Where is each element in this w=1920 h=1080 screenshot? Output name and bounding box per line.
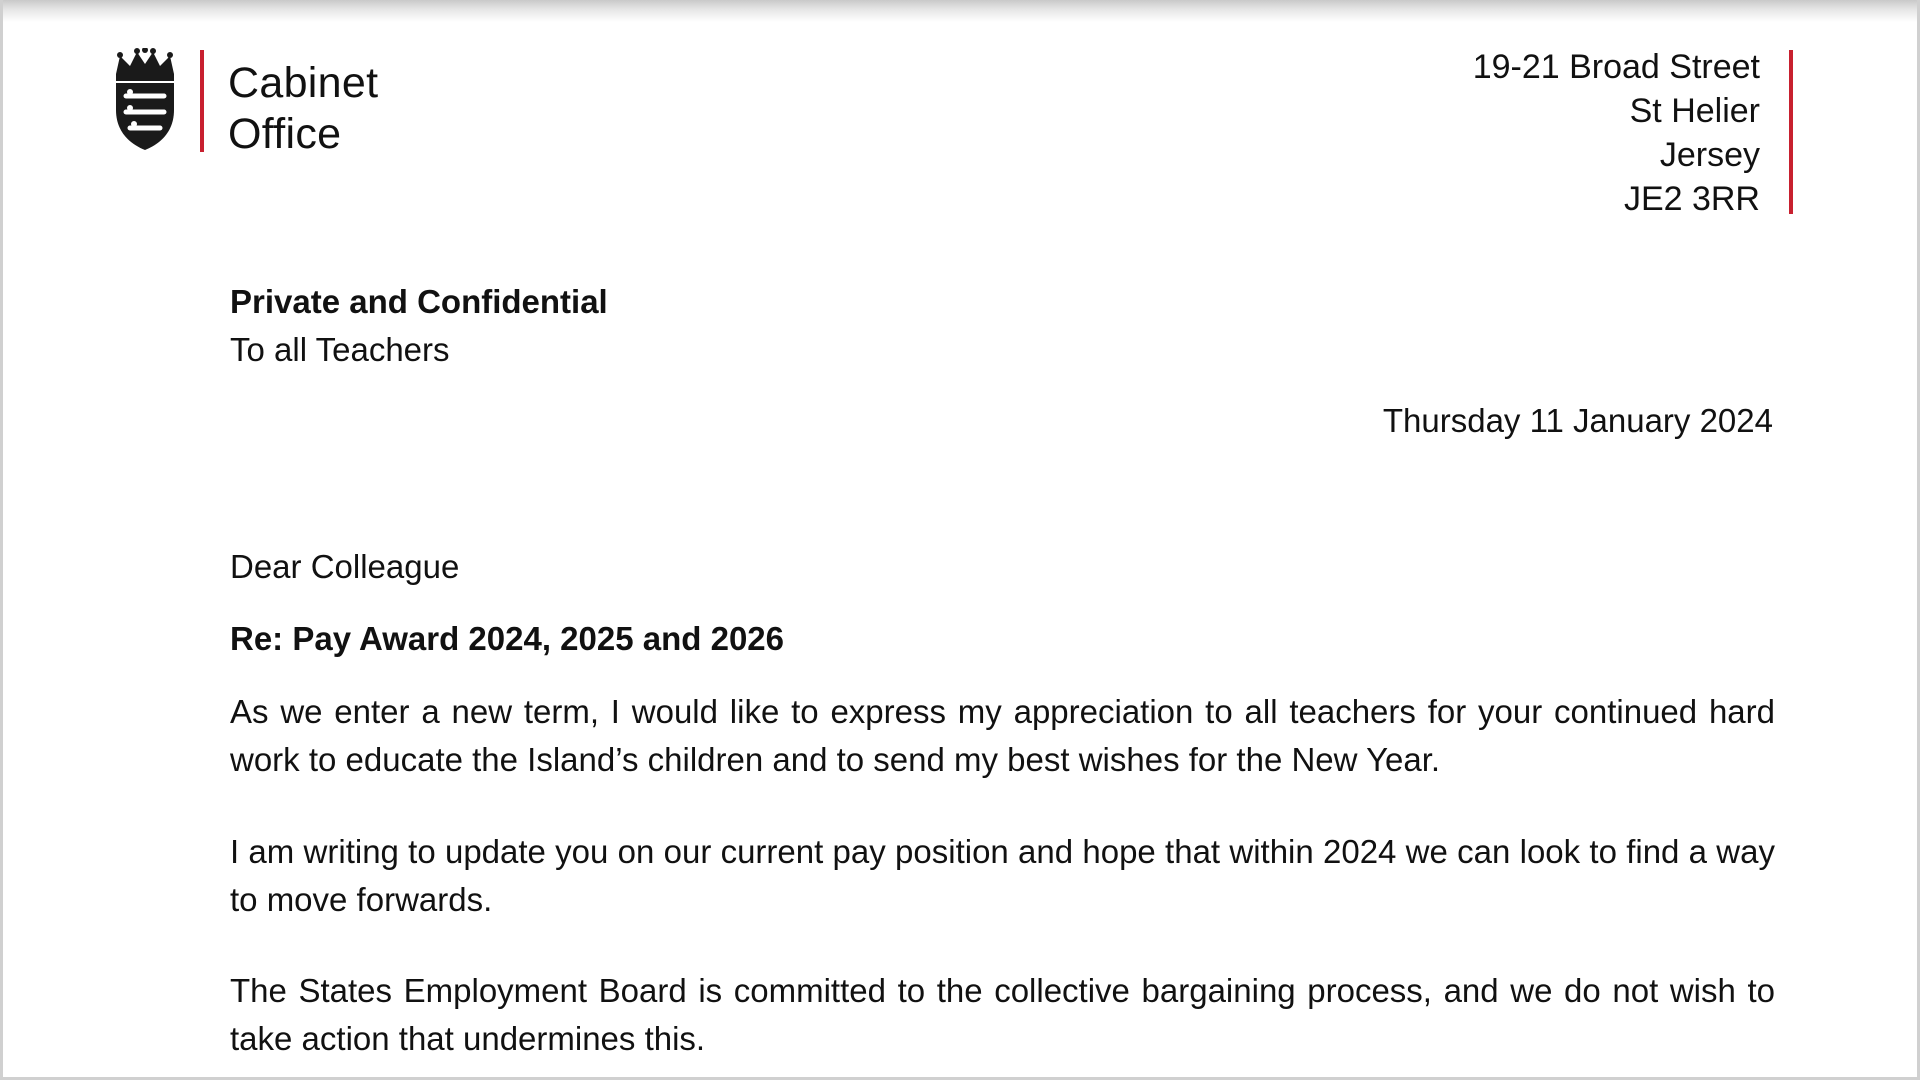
logo-divider (200, 50, 204, 152)
letter-date: Thursday 11 January 2024 (1382, 402, 1773, 439)
address-line4: JE2 3RR (1623, 180, 1760, 218)
recipient-line: To all Teachers (230, 331, 450, 368)
screen-top-edge (0, 0, 1920, 22)
cabinet-office-logo (110, 48, 378, 160)
letter-subject: Re: Pay Award 2024, 2025 and 2026 (230, 620, 785, 657)
sender-address (1473, 45, 1760, 221)
body-paragraph-1: As we enter a new term, I would like to express my appreciation to all teachers for your continued hard work to educate the Island’s children and to send my best wishes for the New Year. (230, 693, 1775, 778)
classification-label: Private and Confidential (230, 283, 608, 320)
jersey-crest-icon (110, 48, 180, 152)
recipient-block (230, 278, 1775, 374)
body-paragraph-2: I am writing to update you on our current pay position and hope that within 2024 we can look to find a way to move forwards. (230, 833, 1775, 918)
body-paragraph-3: The States Employment Board is committed to the collective bargaining process, and we do not wish to take action that undermines this. (230, 972, 1775, 1057)
address-line1: 19-21 Broad Street (1472, 48, 1760, 86)
address-line3: Jersey (1659, 136, 1760, 174)
address-divider (1789, 50, 1793, 214)
screen-left-edge (0, 0, 3, 1080)
address-line2: St Helier (1629, 92, 1760, 130)
organisation-name (228, 58, 378, 160)
organisation-name-line1: Cabinet (228, 59, 379, 107)
organisation-name-line2: Office (228, 110, 342, 158)
salutation: Dear Colleague (230, 548, 460, 585)
